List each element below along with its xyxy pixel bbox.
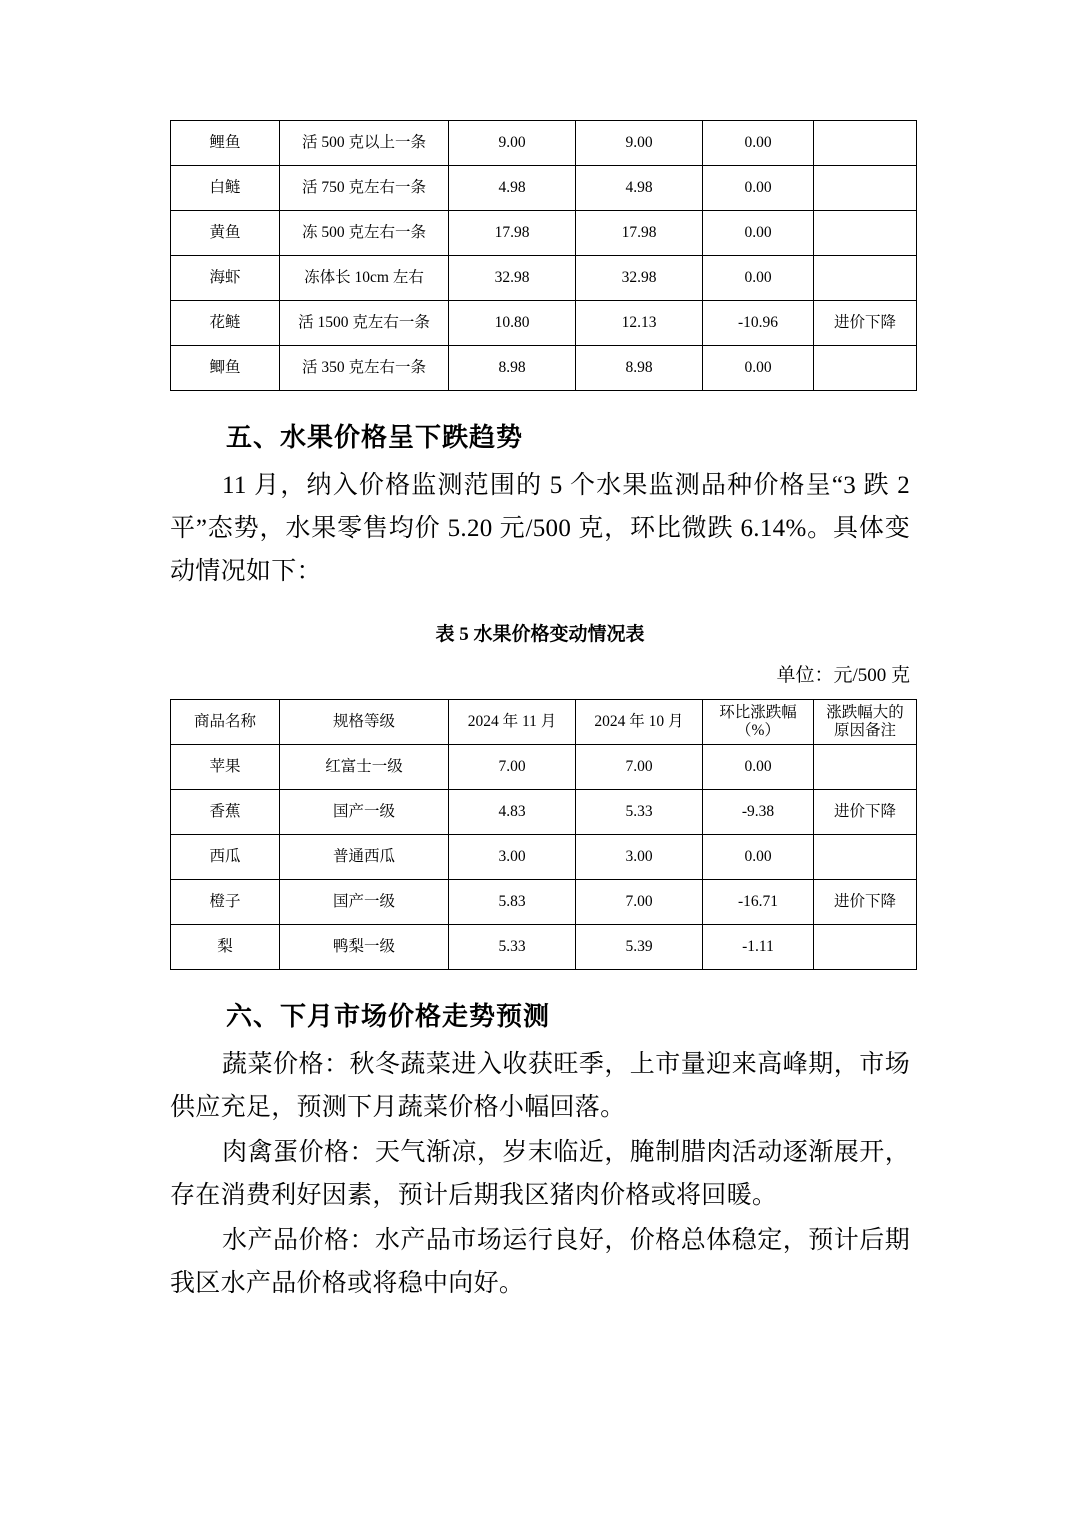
aquatic-price-table	[170, 120, 917, 391]
price-oct: 17.98	[576, 211, 703, 256]
product-name: 梨	[171, 925, 280, 970]
price-nov: 9.00	[449, 121, 576, 166]
price-nov: 5.83	[449, 880, 576, 925]
price-nov: 4.83	[449, 790, 576, 835]
table-row	[171, 346, 917, 391]
product-spec: 红富士一级	[280, 745, 449, 790]
product-name: 西瓜	[171, 835, 280, 880]
column-header-note	[814, 700, 917, 745]
price-nov: 5.33	[449, 925, 576, 970]
price-change-pct: 0.00	[703, 346, 814, 391]
product-spec: 活 500 克以上一条	[280, 121, 449, 166]
price-change-pct: 0.00	[703, 166, 814, 211]
price-nov: 4.98	[449, 166, 576, 211]
column-header-spec: 规格等级	[280, 700, 449, 745]
table-header-row	[171, 700, 917, 745]
price-oct: 3.00	[576, 835, 703, 880]
price-change-pct: -9.38	[703, 790, 814, 835]
table-row	[171, 835, 917, 880]
price-oct: 4.98	[576, 166, 703, 211]
table-row	[171, 121, 917, 166]
product-spec: 冻体长 10cm 左右	[280, 256, 449, 301]
price-change-pct: 0.00	[703, 256, 814, 301]
price-change-note	[814, 211, 917, 256]
price-nov: 8.98	[449, 346, 576, 391]
price-nov: 7.00	[449, 745, 576, 790]
product-name: 橙子	[171, 880, 280, 925]
section-heading-5: 五、水果价格呈下跌趋势	[226, 423, 524, 453]
product-spec: 活 350 克左右一条	[280, 346, 449, 391]
price-change-note: 进价下降	[814, 880, 917, 925]
price-change-pct: 0.00	[703, 745, 814, 790]
price-nov: 10.80	[449, 301, 576, 346]
price-change-note	[814, 835, 917, 880]
table-row	[171, 211, 917, 256]
product-name: 香蕉	[171, 790, 280, 835]
product-spec: 国产一级	[280, 790, 449, 835]
section-heading-6: 六、下月市场价格走势预测	[226, 1002, 551, 1032]
price-oct: 5.33	[576, 790, 703, 835]
price-oct: 9.00	[576, 121, 703, 166]
price-change-note	[814, 745, 917, 790]
page-content	[170, 120, 910, 1307]
price-nov: 32.98	[449, 256, 576, 301]
product-spec: 冻 500 克左右一条	[280, 211, 449, 256]
product-name: 花鲢	[171, 301, 280, 346]
column-header-note-line1: 涨跌幅大的	[826, 704, 904, 722]
product-name: 海虾	[171, 256, 280, 301]
column-header-pct-line2: （%）	[736, 722, 780, 739]
product-spec: 活 750 克左右一条	[280, 166, 449, 211]
forecast-aquatic-paragraph: 水产品价格：水产品市场运行良好，价格总体稳定，预计后期我区水产品价格或将稳中向好。	[170, 1227, 910, 1297]
product-name: 黄鱼	[171, 211, 280, 256]
product-name: 鲤鱼	[171, 121, 280, 166]
column-header-note-line2: 原因备注	[833, 722, 896, 739]
price-change-note	[814, 346, 917, 391]
table-row	[171, 925, 917, 970]
price-change-pct: -1.11	[703, 925, 814, 970]
product-name: 鲫鱼	[171, 346, 280, 391]
fruit-table-unit: 单位：元/500 克	[776, 665, 910, 686]
column-header-pct	[703, 700, 814, 745]
price-change-note	[814, 166, 917, 211]
price-oct: 32.98	[576, 256, 703, 301]
price-change-note	[814, 256, 917, 301]
price-oct: 8.98	[576, 346, 703, 391]
price-change-pct: -16.71	[703, 880, 814, 925]
product-name: 白鲢	[171, 166, 280, 211]
column-header-pct-line1: 环比涨跌幅	[719, 704, 797, 722]
table-row	[171, 880, 917, 925]
price-change-note: 进价下降	[814, 301, 917, 346]
price-change-note	[814, 121, 917, 166]
price-change-note	[814, 925, 917, 970]
price-change-note: 进价下降	[814, 790, 917, 835]
column-header-oct: 2024 年 10 月	[576, 700, 703, 745]
table-row	[171, 301, 917, 346]
product-spec: 鸭梨一级	[280, 925, 449, 970]
table-row	[171, 256, 917, 301]
column-header-name: 商品名称	[171, 700, 280, 745]
price-change-pct: 0.00	[703, 835, 814, 880]
price-change-pct: 0.00	[703, 121, 814, 166]
section-5-paragraph: 11 月，纳入价格监测范围的 5 个水果监测品种价格呈“3 跌 2 平”态势，水果零售均价 5.20 元/500 克，环比微跌 6.14%。具体变动情况如下：	[170, 472, 910, 585]
price-nov: 3.00	[449, 835, 576, 880]
forecast-vegetable-paragraph: 蔬菜价格：秋冬蔬菜进入收获旺季，上市量迎来高峰期，市场供应充足，预测下月蔬菜价格小幅回落。	[170, 1051, 910, 1121]
forecast-meat-paragraph: 肉禽蛋价格：天气渐凉，岁末临近，腌制腊肉活动逐渐展开，存在消费利好因素，预计后期我区猪肉价格或将回暖。	[170, 1139, 910, 1209]
price-change-pct: 0.00	[703, 211, 814, 256]
fruit-price-table	[170, 699, 917, 970]
fruit-table-title: 表 5 水果价格变动情况表	[435, 624, 645, 645]
product-name: 苹果	[171, 745, 280, 790]
product-spec: 普通西瓜	[280, 835, 449, 880]
column-header-nov: 2024 年 11 月	[449, 700, 576, 745]
price-oct: 7.00	[576, 745, 703, 790]
price-oct: 5.39	[576, 925, 703, 970]
price-oct: 12.13	[576, 301, 703, 346]
price-oct: 7.00	[576, 880, 703, 925]
price-nov: 17.98	[449, 211, 576, 256]
table-row	[171, 745, 917, 790]
product-spec: 活 1500 克左右一条	[280, 301, 449, 346]
table-row	[171, 790, 917, 835]
product-spec: 国产一级	[280, 880, 449, 925]
price-change-pct: -10.96	[703, 301, 814, 346]
table-row	[171, 166, 917, 211]
